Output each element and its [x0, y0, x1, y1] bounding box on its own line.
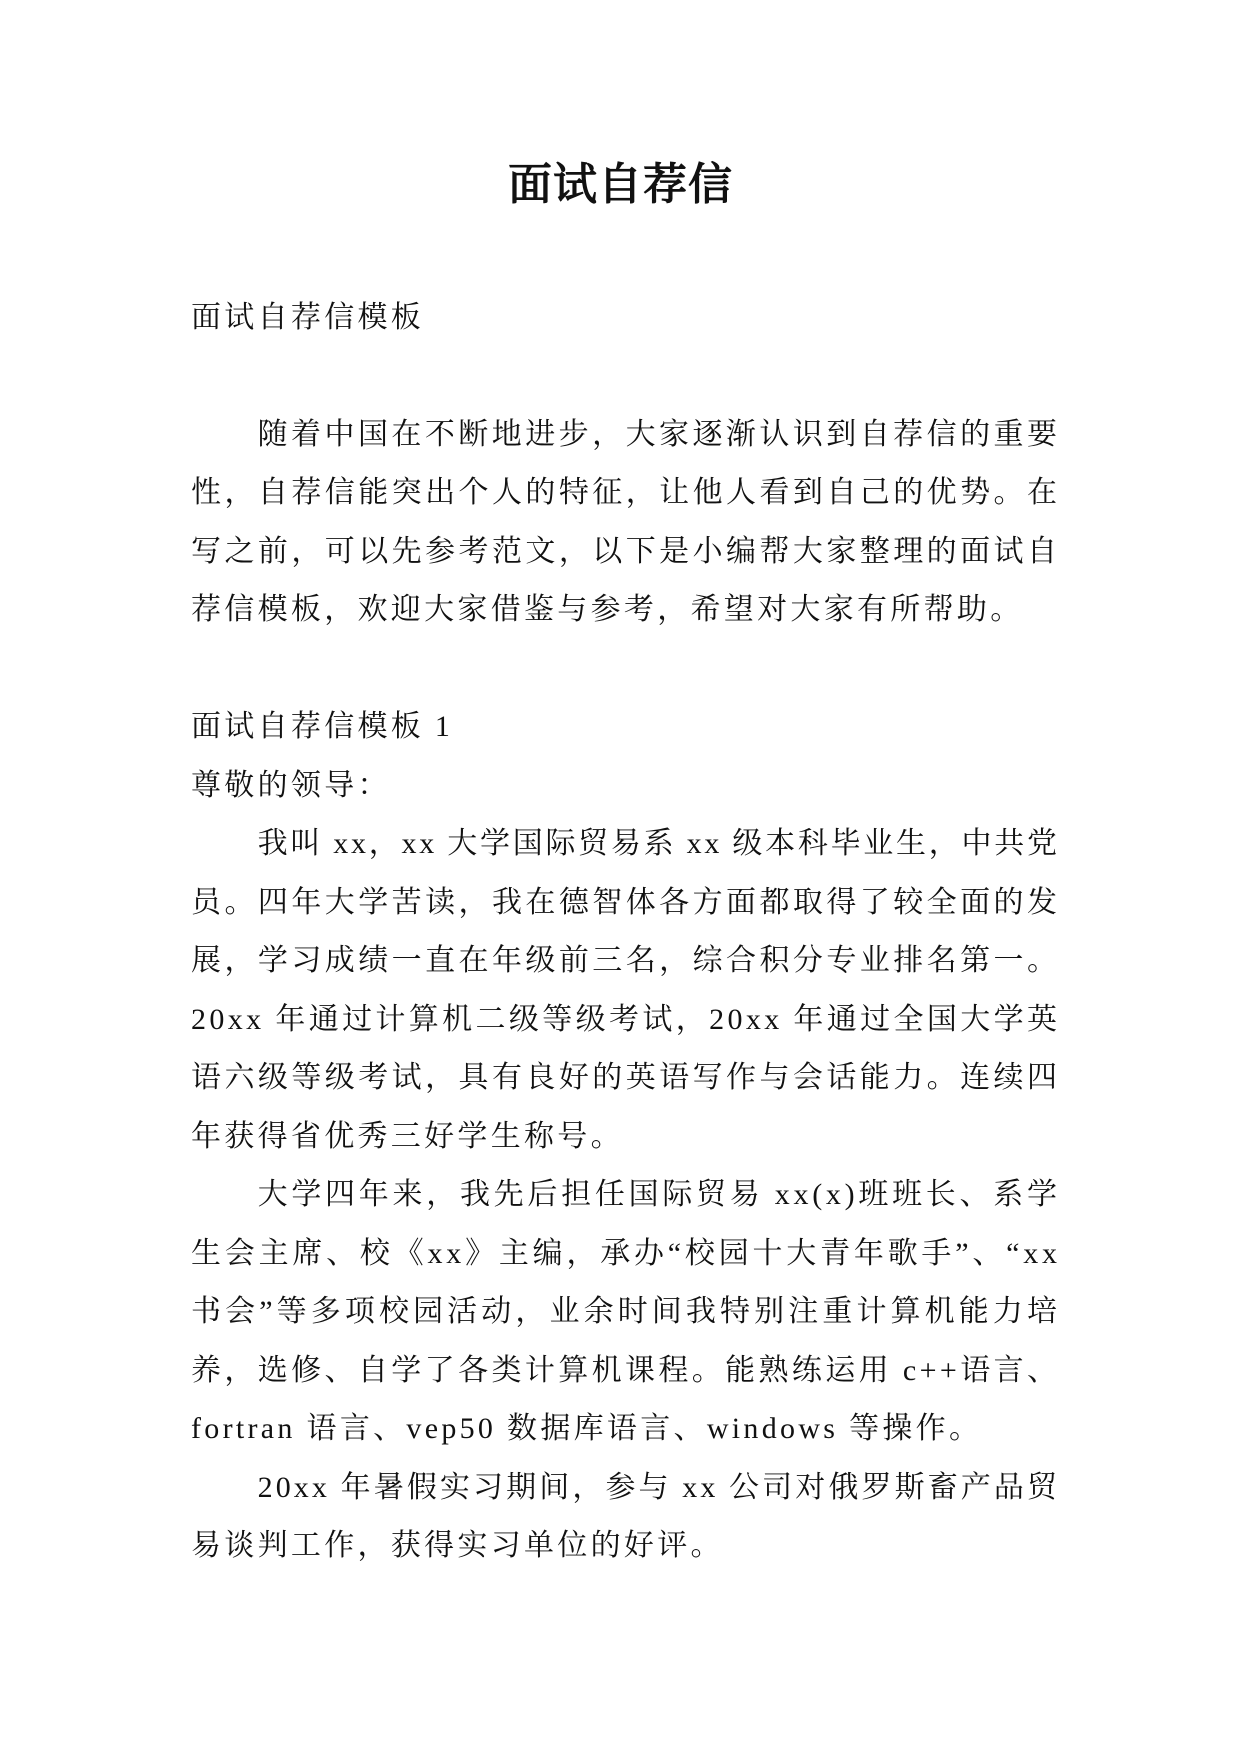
body-paragraph: [191, 1459, 1061, 1576]
paragraph-line: 大学四年来，我先后担任国际贸易 xx(x)班班长、系学: [257, 1178, 1061, 1212]
section-title: 面试自荐信模板 1: [191, 710, 454, 744]
body-paragraph: [191, 1166, 1062, 1459]
document-title: 面试自荐信: [508, 159, 733, 210]
paragraph-line: 语六级等级考试，具有良好的英语写作与会话能力。连续四: [191, 1061, 1061, 1095]
paragraph-line: 荐信模板，欢迎大家借鉴与参考，希望对大家有所帮助。: [191, 593, 1024, 627]
document-body: [191, 289, 1062, 1576]
paragraph-line: 我叫 xx，xx 大学国际贸易系 xx 级本科毕业生，中共党: [257, 827, 1060, 861]
paragraph-line: 20xx 年通过计算机二级等级考试，20xx 年通过全国大学英: [191, 1002, 1061, 1036]
paragraph-line: 生会主席、校《xx》主编，承办“校园十大青年歌手”、“xx: [191, 1236, 1061, 1270]
paragraph-line: 员。四年大学苦读，我在德智体各方面都取得了较全面的发: [191, 885, 1061, 919]
paragraph-line: 展，学习成绩一直在年级前三名，综合积分专业排名第一。: [191, 944, 1061, 978]
paragraph-line: 年获得省优秀三好学生称号。: [191, 1119, 624, 1153]
salutation: 尊敬的领导：: [191, 768, 391, 802]
paragraph-line: 书会”等多项校园活动，业余时间我特别注重计算机能力培: [191, 1295, 1062, 1329]
paragraph-line: 写之前，可以先参考范文，以下是小编帮大家整理的面试自: [191, 534, 1061, 568]
paragraph-line: 性，自荐信能突出个人的特征，让他人看到自己的优势。在: [191, 476, 1061, 510]
template-heading: 面试自荐信模板: [191, 300, 425, 334]
blank-line: [191, 347, 1057, 406]
intro-paragraph: [191, 406, 1061, 640]
blank-line: [191, 640, 1057, 699]
paragraph-line: 随着中国在不断地进步，大家逐渐认识到自荐信的重要: [257, 417, 1061, 451]
body-paragraph: [191, 815, 1061, 1166]
paragraph-line: 易谈判工作，获得实习单位的好评。: [191, 1529, 724, 1563]
paragraph-line: 20xx 年暑假实习期间，参与 xx 公司对俄罗斯畜产品贸: [257, 1470, 1061, 1504]
paragraph-line: 养，选修、自学了各类计算机课程。能熟练运用 c++语言、: [191, 1353, 1061, 1387]
paragraph-line: fortran 语言、vep50 数据库语言、windows 等操作。: [191, 1412, 983, 1446]
